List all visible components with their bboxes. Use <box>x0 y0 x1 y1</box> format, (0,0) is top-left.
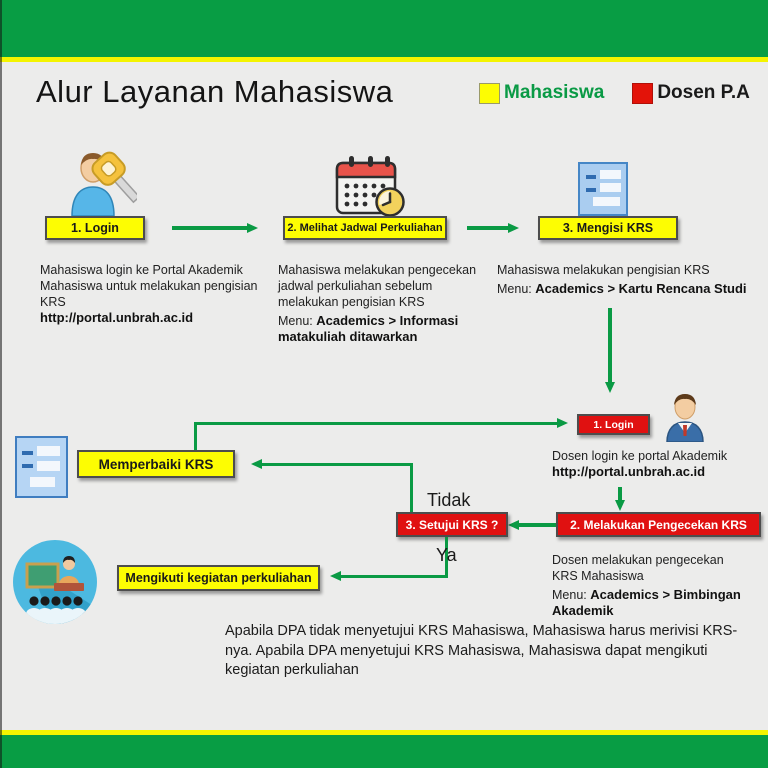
arrowhead-login-check <box>615 500 625 511</box>
arrowhead-step1-step2 <box>247 223 258 233</box>
desc-student-login-url: http://portal.unbrah.ac.id <box>40 310 194 325</box>
arrow-step1-step2 <box>172 226 248 230</box>
revise-krs-label: Memperbaiki KRS <box>98 456 214 472</box>
legend-dosen-label: Dosen P.A <box>657 82 750 103</box>
legend-mahasiswa-label: Mahasiswa <box>504 82 605 103</box>
top-green-band <box>0 0 768 57</box>
step-login-box <box>45 216 145 240</box>
left-edge-line <box>0 0 2 768</box>
arrow-login-check <box>618 487 622 501</box>
desc-advisor-login <box>552 448 752 480</box>
revise-krs-box <box>77 450 235 478</box>
menu-path: Academics > Bimbingan Akademik <box>552 587 741 618</box>
arrow-step3-down <box>608 308 612 383</box>
footer-note: Apabila DPA tidak menyetujui KRS Mahasiswa, Mahasiswa harus merivisi KRS-nya. Apabila DPA menyetujui KRS Mahasiswa, Mahasiswa dapat mengikuti kegiatan perkuliahan <box>225 623 738 678</box>
arrow-step2-step3 <box>467 226 509 230</box>
step-login-label: 1. Login <box>71 221 119 235</box>
arrow-tidak-horizontal <box>262 463 413 466</box>
desc-advisor-check-menu <box>552 587 747 619</box>
decision-no-label: Tidak <box>427 490 471 510</box>
menu-prefix: Menu: <box>497 282 536 296</box>
decision-yes-label: Ya <box>436 545 457 565</box>
classroom-icon <box>12 539 98 625</box>
attend-class-box <box>117 565 320 591</box>
page-title: Alur Layanan Mahasiswa <box>36 74 394 109</box>
arrowhead-check-decision <box>508 520 519 530</box>
step-jadwal-label: 2. Melihat Jadwal Perkuliahan <box>287 222 443 234</box>
arrow-revise-vertical <box>194 422 197 450</box>
step-jadwal-box <box>283 216 447 240</box>
arrowhead-tidak <box>251 459 262 469</box>
krs-form-icon <box>578 162 628 216</box>
desc-advisor-check-text: Dosen melakukan pengecekan KRS Mahasiswa <box>552 553 724 583</box>
desc-jadwal-menu <box>278 313 488 345</box>
lecturer-icon <box>664 392 706 442</box>
desc-mengisi-krs <box>497 262 767 297</box>
advisor-login-box <box>577 414 650 435</box>
menu-prefix: Menu: <box>278 314 317 328</box>
attend-class-label: Mengikuti kegiatan perkuliahan <box>125 571 312 585</box>
desc-mengisi-krs-text: Mahasiswa melakukan pengisian KRS <box>497 263 710 277</box>
step-mengisi-krs-box <box>538 216 678 240</box>
desc-student-login-text: Mahasiswa login ke Portal Akademik Mahasiswa untuk melakukan pengisian KRS <box>40 263 258 309</box>
arrow-revise-horizontal <box>194 422 558 425</box>
menu-path: Academics > Kartu Rencana Studi <box>535 281 747 296</box>
desc-advisor-check <box>552 552 747 619</box>
bottom-green-band <box>0 735 768 768</box>
arrow-ya-horizontal <box>341 575 448 578</box>
revise-form-icon <box>15 436 68 498</box>
menu-prefix: Menu: <box>552 588 591 602</box>
arrowhead-revise-login <box>557 418 568 428</box>
calendar-clock-icon <box>330 152 410 218</box>
desc-student-login <box>40 262 258 326</box>
arrowhead-ya <box>330 571 341 581</box>
top-yellow-strip <box>0 57 768 62</box>
desc-jadwal <box>278 262 488 345</box>
advisor-check-box <box>556 512 761 537</box>
step-mengisi-krs-label: 3. Mengisi KRS <box>562 221 654 235</box>
advisor-login-label: 1. Login <box>593 418 634 431</box>
desc-advisor-login-text: Dosen login ke portal Akademik <box>552 449 728 463</box>
legend-mahasiswa-swatch <box>479 83 500 104</box>
decision-setujui-box <box>396 512 508 537</box>
desc-jadwal-text: Mahasiswa melakukan pengecekan jadwal perkuliahan sebelum melakukan pengisian KRS <box>278 263 477 309</box>
decision-setujui-label: 3. Setujui KRS ? <box>405 517 499 532</box>
legend-dosen-swatch <box>632 83 653 104</box>
arrowhead-step2-step3 <box>508 223 519 233</box>
menu-path: Academics > Informasi matakuliah ditawarkan <box>278 313 459 344</box>
login-key-icon <box>62 151 137 216</box>
arrow-check-decision <box>519 523 556 527</box>
advisor-check-label: 2. Melakukan Pengecekan KRS <box>570 517 747 532</box>
arrow-tidak-vertical <box>410 463 413 512</box>
arrowhead-step3-down <box>605 382 615 393</box>
legend <box>479 82 750 104</box>
desc-advisor-login-url: http://portal.unbrah.ac.id <box>552 464 706 479</box>
desc-mengisi-krs-menu <box>497 281 767 297</box>
